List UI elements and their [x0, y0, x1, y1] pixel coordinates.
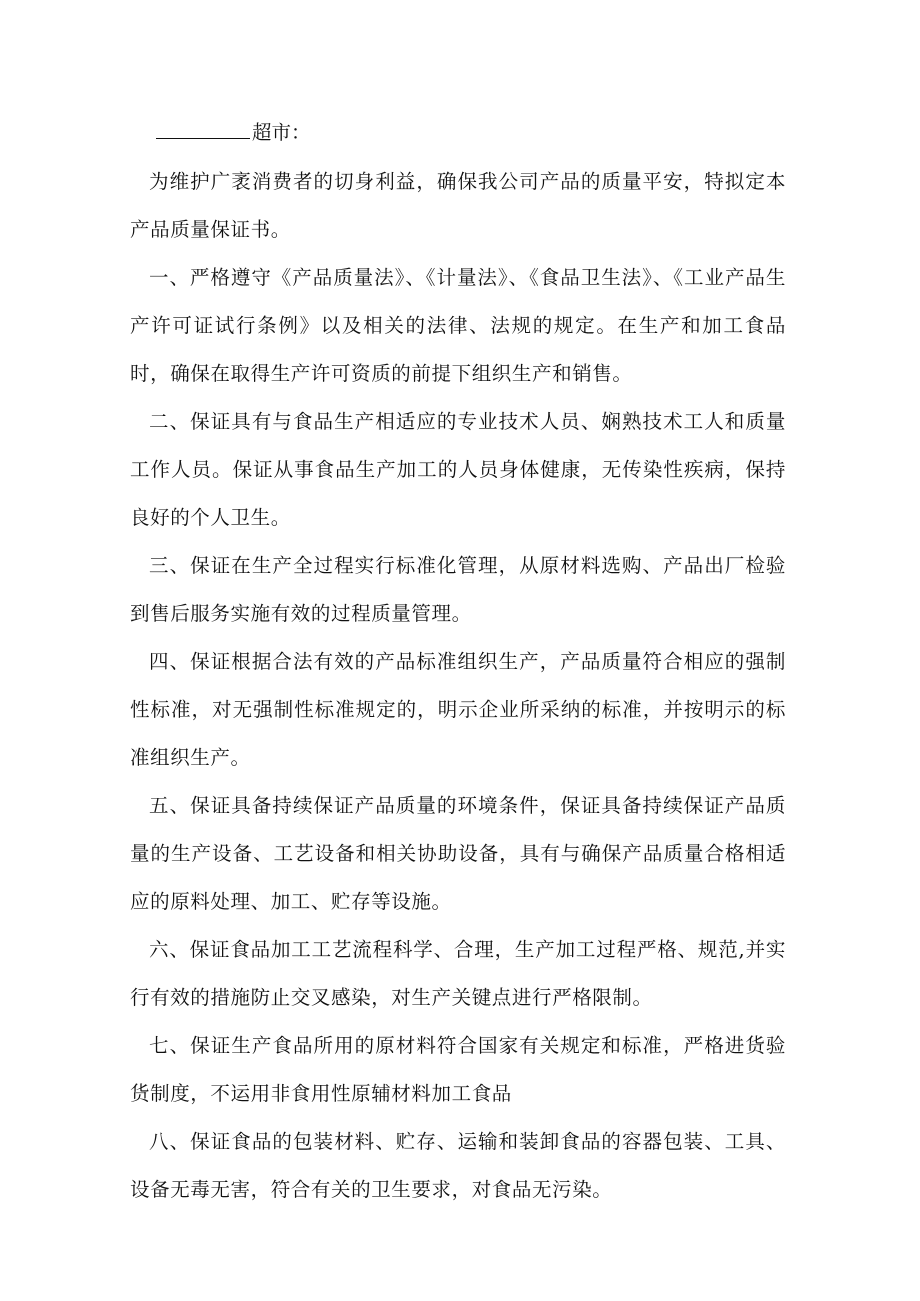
- clause-7-paragraph: 七、保证生产食品所用的原材料符合国家有关规定和标准，严格进货验货制度，不运用非食用性原辅材料加工食品: [130, 1034, 786, 1105]
- intro-paragraph: 为维护广袤消费者的切身利益，确保我公司产品的质量平安，特拟定本产品质量保证书。: [130, 170, 786, 241]
- clause-1-paragraph: 一、严格遵守《产品质量法》、《计量法》、《食品卫生法》、《工业产品生产许可证试行条例》以及相关的法律、法规的规定。在生产和加工食品时，确保在取得生产许可资质的前提下组织生产和销售。: [130, 266, 786, 385]
- clause-6-paragraph: 六、保证食品加工工艺流程科学、合理，生产加工过程严格、规范,并实行有效的措施防止交叉感染，对生产关键点进行严格限制。: [130, 938, 786, 1009]
- addressee-blank: [156, 114, 250, 139]
- addressee-line: [130, 112, 786, 154]
- clause-2-paragraph: 二、保证具有与食品生产相适应的专业技术人员、娴熟技术工人和质量工作人员。保证从事食品生产加工的人员身体健康，无传染性疾病，保持良好的个人卫生。: [130, 410, 786, 529]
- clause-5-paragraph: 五、保证具备持续保证产品质量的环境条件，保证具备持续保证产品质量的生产设备、工艺设备和相关协助设备，具有与确保产品质量合格相适应的原料处理、加工、贮存等设施。: [130, 794, 786, 913]
- addressee-label: 超市：: [252, 121, 311, 144]
- clause-4-paragraph: 四、保证根据合法有效的产品标准组织生产，产品质量符合相应的强制性标准，对无强制性标准规定的，明示企业所采纳的标准，并按明示的标准组织生产。: [130, 650, 786, 769]
- clause-3-paragraph: 三、保证在生产全过程实行标准化管理，从原材料选购、产品出厂检验到售后服务实施有效的过程质量管理。: [130, 554, 786, 625]
- clause-8-paragraph: 八、保证食品的包装材料、贮存、运输和装卸食品的容器包装、工具、设备无毒无害，符合有关的卫生要求，对食品无污染。: [130, 1130, 786, 1201]
- document-body: [130, 112, 786, 1214]
